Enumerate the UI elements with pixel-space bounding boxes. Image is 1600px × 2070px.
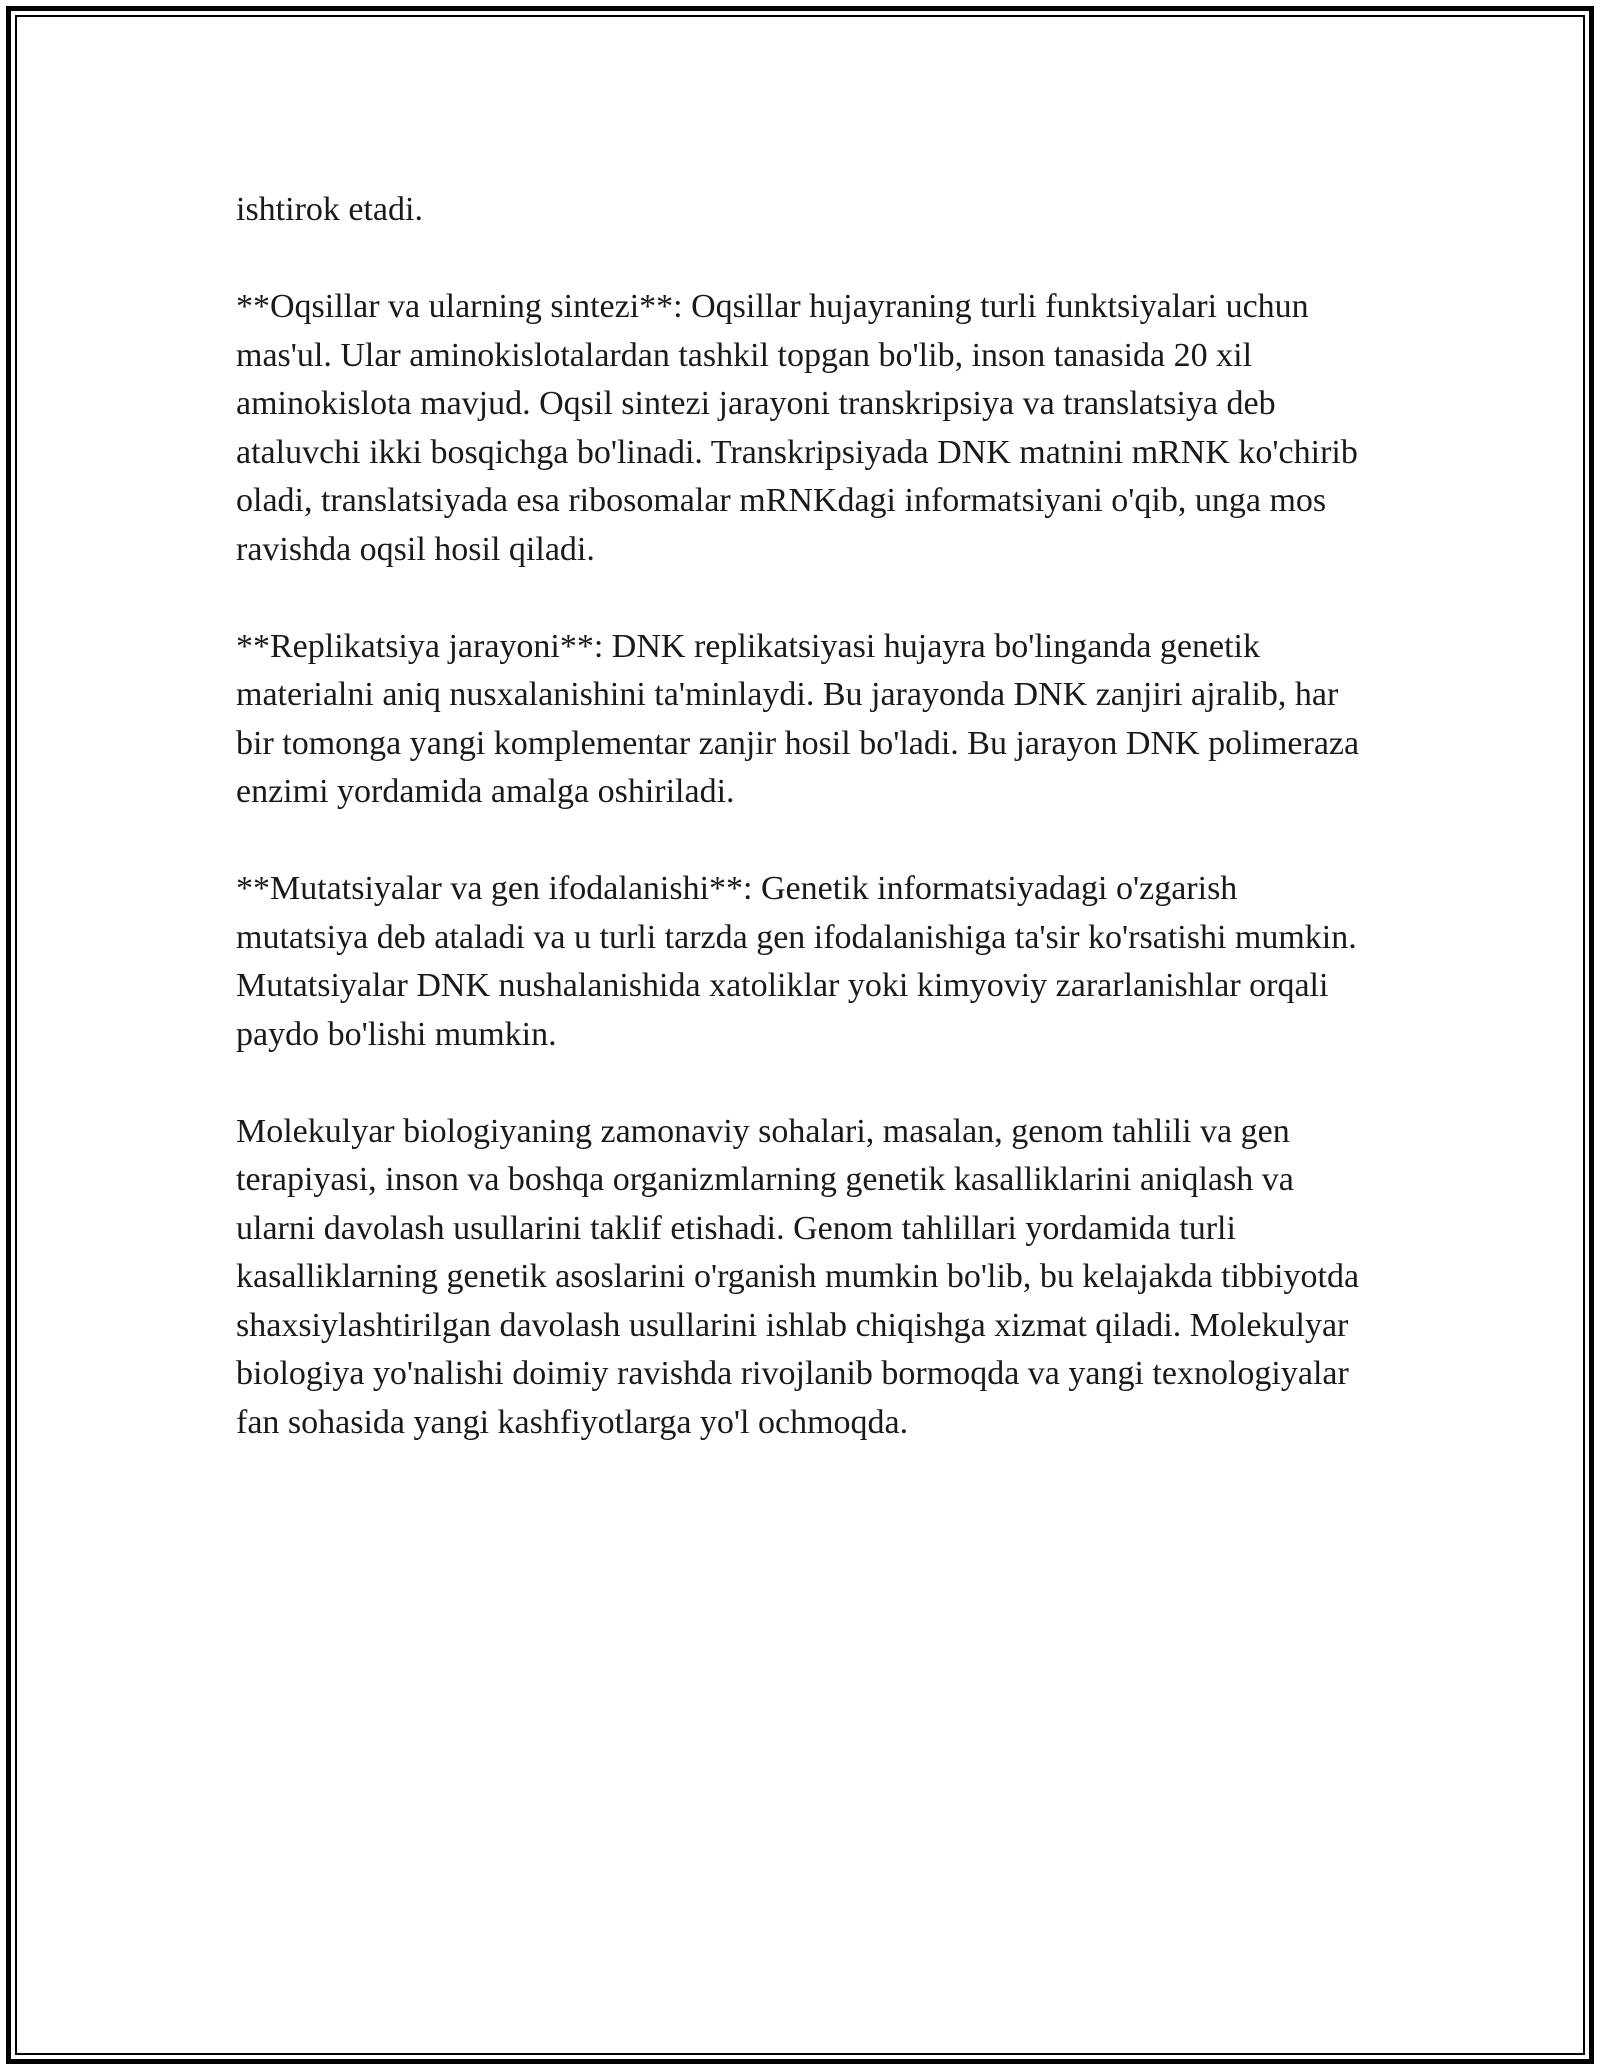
document-body bbox=[236, 186, 1376, 1496]
paragraph-continuation: ishtirok etadi. bbox=[236, 191, 423, 228]
paragraph-replication: **Replikatsiya jarayoni**: DNK replikatsiyasi hujayra bo'linganda genetik materialni aniq nusxalanishini ta'minlaydi. Bu jarayonda DNK zanjiri ajralib, har bir tomonga yangi komplementar zanjir hosil bo'ladi. Bu jarayon DNK polimeraza enzimi yordamida amalga oshiriladi. bbox=[236, 627, 1360, 810]
paragraph-protein-synthesis: **Oqsillar va ularning sintezi**: Oqsillar hujayraning turli funktsiyalari uchun mas'ul. Ular aminokislotalardan tashkil topgan bo'lib, inson tanasida 20 xil aminokislota mavjud. Oqsil sintezi jarayoni transkripsiya va translatsiya deb ataluvchi ikki bosqichga bo'linadi. Transkripsiyada DNK matnini mRNK ko'chirib oladi, translatsiyada esa ribosomalar mRNKdagi informatsiyani o'qib, unga mos ravishda oqsil hosil qiladi. bbox=[236, 288, 1358, 568]
paragraph-mutations: **Mutatsiyalar va gen ifodalanishi**: Genetik informatsiyadagi o'zgarish mutatsiya deb ataladi va u turli tarzda gen ifodalanishiga ta'sir ko'rsatishi mumkin. Mutatsiyalar DNK nushalanishida xatoliklar yoki kimyoviy zararlanishlar orqali paydo bo'lishi mumkin. bbox=[236, 870, 1357, 1053]
paragraph-conclusion: Molekulyar biologiyaning zamonaviy sohalari, masalan, genom tahlili va gen terapiyasi, inson va boshqa organizmlarning genetik kasalliklarini aniqlash va ularni davolash usullarini taklif etishadi. Genom tahlillari yordamida turli kasalliklarning genetik asoslarini o'rganish mumkin bo'lib, bu kelajakda tibbiyotda shaxsiylashtirilgan davolash usullarini ishlab chiqishga xizmat qiladi. Molekulyar biologiya yo'nalishi doimiy ravishda rivojlanib bormoqda va yangi texnologiyalar fan sohasida yangi kashfiyotlarga yo'l ochmoqda. bbox=[236, 1112, 1360, 1441]
